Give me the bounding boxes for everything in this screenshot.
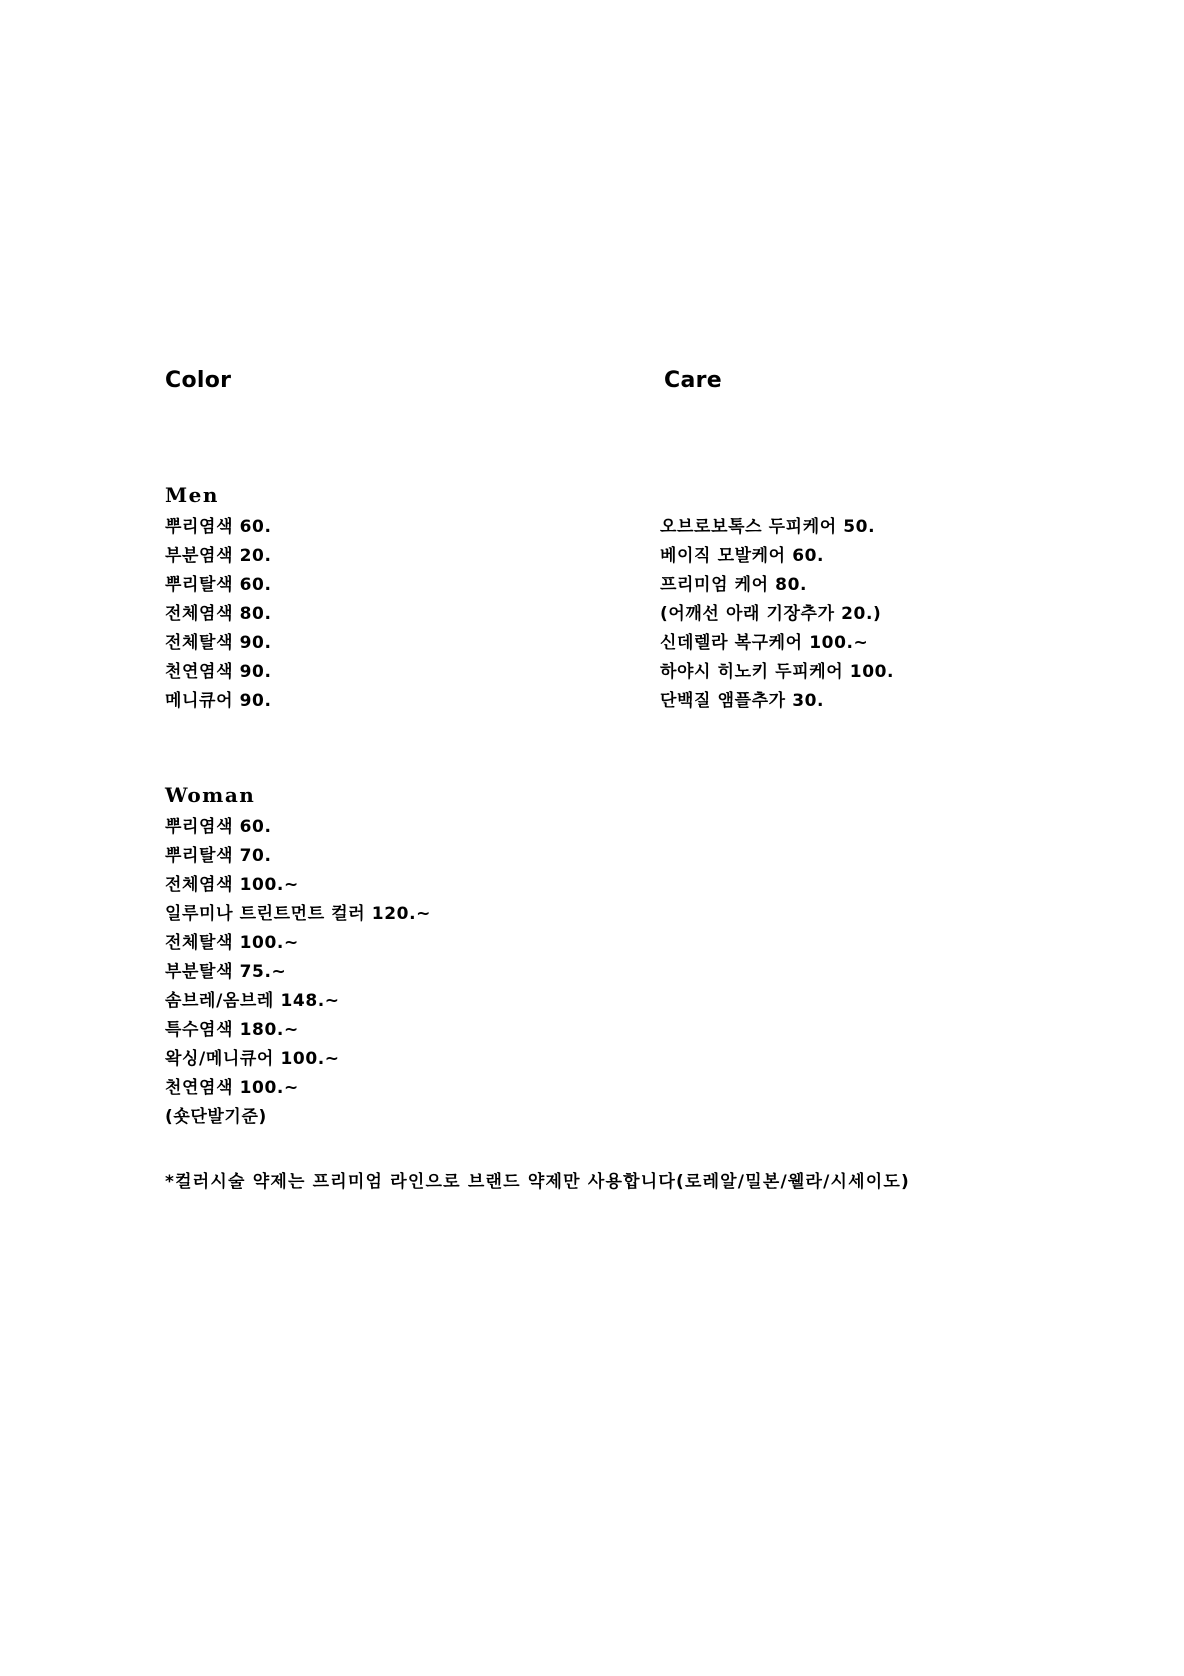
price-list-item: 뿌리염색 60. xyxy=(165,817,272,837)
price-list-item: 일루미나 트린트먼트 컬러 120.~ xyxy=(165,904,431,924)
woman-price-list xyxy=(165,813,431,1132)
price-list-item: 천연염색 90. xyxy=(165,662,272,682)
care-section-title: Care xyxy=(664,368,722,393)
price-list-item: 전체염색 80. xyxy=(165,604,272,624)
price-list-item: 단백질 앰플추가 30. xyxy=(660,691,825,711)
price-list-item: (어깨선 아래 기장추가 20.) xyxy=(660,604,882,624)
price-list-item: 하야시 히노키 두피케어 100. xyxy=(660,662,895,682)
men-subheading: Men xyxy=(165,483,219,507)
price-list-item: 메니큐어 90. xyxy=(165,691,272,711)
price-list-item: 솜브레/옴브레 148.~ xyxy=(165,991,340,1011)
price-list-item: 뿌리탈색 60. xyxy=(165,575,272,595)
price-list-item: 베이직 모발케어 60. xyxy=(660,546,825,566)
price-list-item: 전체탈색 90. xyxy=(165,633,272,653)
price-list-item: 부분염색 20. xyxy=(165,546,272,566)
price-list-item: 부분탈색 75.~ xyxy=(165,962,287,982)
men-price-list xyxy=(165,513,272,716)
price-list-item: 왁싱/메니큐어 100.~ xyxy=(165,1049,340,1069)
price-list-item: 뿌리염색 60. xyxy=(165,517,272,537)
color-section-title: Color xyxy=(165,368,232,393)
price-list-item: 프리미엄 케어 80. xyxy=(660,575,808,595)
price-list-item: 전체탈색 100.~ xyxy=(165,933,299,953)
price-list-item: 오브로보톡스 두피케어 50. xyxy=(660,517,876,537)
price-list-item: 뿌리탈색 70. xyxy=(165,846,272,866)
care-price-list xyxy=(660,513,894,716)
color-footnote: *컬러시술 약제는 프리미엄 라인으로 브랜드 약제만 사용합니다(로레알/밀본/웰라/시세이도) xyxy=(165,1172,910,1192)
price-list-item: (숏단발기준) xyxy=(165,1107,267,1127)
price-list-item: 특수염색 180.~ xyxy=(165,1020,299,1040)
price-list-item: 전체염색 100.~ xyxy=(165,875,299,895)
woman-subheading: Woman xyxy=(165,783,256,807)
price-list-item: 천연염색 100.~ xyxy=(165,1078,299,1098)
price-list-item: 신데렐라 복구케어 100.~ xyxy=(660,633,869,653)
